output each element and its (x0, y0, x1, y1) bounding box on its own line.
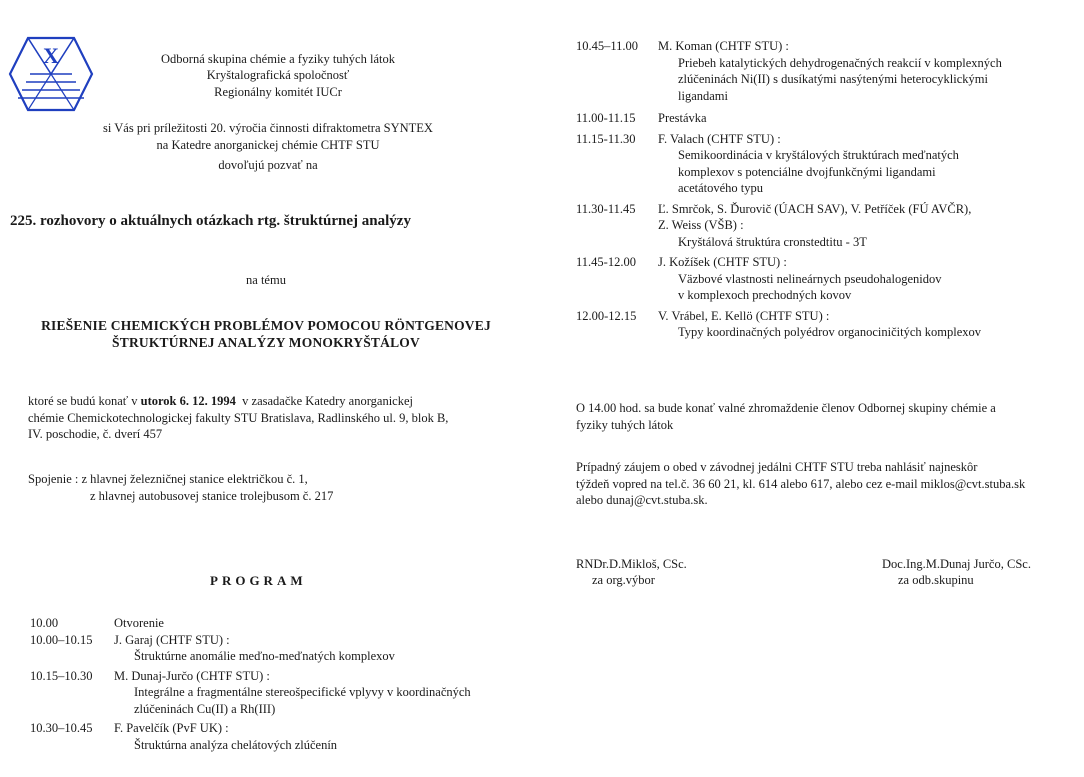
venue-info (28, 393, 518, 443)
signature-left (576, 556, 687, 589)
header-line: Kryštalografická spoločnosť (206, 68, 350, 83)
program-time: 12.00-12.15 (576, 308, 637, 323)
program-item (30, 720, 530, 753)
program-item (576, 131, 1076, 197)
venue-rest: v zasadačke Katedry anorganickej (235, 394, 414, 408)
program-time: 11.45-12.00 (576, 255, 636, 269)
program-item (30, 615, 530, 632)
program-speaker: F. Pavelčík (PvF UK) : (114, 721, 229, 735)
program-talk: v komplexoch prechodných kovov (678, 288, 852, 302)
program-left (30, 615, 530, 753)
iucr-logo (8, 36, 94, 112)
connection-line: Spojenie : z hlavnej železničnej stanice električkou č. 1, (28, 472, 308, 486)
invitation-text (8, 120, 528, 174)
logo-letter: X (43, 43, 59, 68)
meeting-note (576, 400, 1068, 433)
signature-role: za odb.skupinu (898, 573, 974, 588)
note-line: alebo dunaj@cvt.stuba.sk. (576, 493, 708, 507)
connection-info (28, 471, 518, 504)
invite-line: na Katedre anorganickej chémie CHTF STU (156, 137, 380, 152)
program-speaker: Prestávka (658, 111, 707, 125)
program-talk: ligandami (678, 88, 728, 103)
program-speaker: V. Vrábel, E. Kellö (CHTF STU) : (658, 308, 830, 323)
program-right (576, 38, 1076, 341)
program-talk: zlúčeninách Cu(II) a Rh(III) (134, 701, 276, 716)
header-line: Odborná skupina chémie a fyziky tuhých látok (161, 52, 395, 66)
program-item (576, 254, 1076, 304)
program-talk: Priebeh katalytických dehydrogenačných reakcií v komplexných (678, 55, 1002, 70)
program-item (576, 201, 1076, 251)
program-time: 10.00–10.15 (30, 632, 93, 647)
program-time: 10.45–11.00 (576, 39, 639, 53)
program-item (30, 632, 530, 665)
note-line: týždeň vopred na tel.č. 36 60 21, kl. 614 alebo 617, alebo cez e-mail miklos@cvt.stuba.sk (576, 476, 1026, 491)
event-date: utorok 6. 12. 1994 (140, 394, 236, 408)
program-speaker: Z. Weiss (VŠB) : (658, 218, 744, 232)
signature-right (882, 556, 1031, 589)
invite-line: si Vás pri príležitosti 20. výročia činnosti difraktometra SYNTEX (103, 121, 433, 135)
invite-line: dovoľujú pozvať na (218, 158, 318, 172)
program-talk: Semikoordinácia v kryštálových štruktúrach meďnatých (678, 148, 959, 162)
lunch-note (576, 459, 1068, 509)
program-time: 10.00 (30, 616, 59, 630)
signature-name: Doc.Ing.M.Dunaj Jurčo, CSc. (882, 557, 1031, 571)
program-speaker: J. Kožíšek (CHTF STU) : (658, 255, 787, 269)
program-speaker: M. Dunaj-Jurčo (CHTF STU) : (114, 668, 270, 683)
topic-intro: na tému (246, 273, 286, 287)
venue-line: chémie Chemickotechnologickej fakulty STU Bratislava, Radlinského ul. 9, blok B, (28, 410, 449, 425)
program-talk: zlúčeninách Ni(II) s dusíkatými nasýtenými heterocyklickými (678, 72, 988, 86)
program-speaker: M. Koman (CHTF STU) : (658, 39, 789, 53)
program-talk: Väzbové vlastnosti nelineárnych pseudohalogenidov (678, 271, 942, 286)
venue-prefix: ktoré se budú konať v (28, 394, 141, 408)
program-talk: Typy koordinačných polyédrov organociničitých komplexov (678, 325, 981, 339)
note-line: Prípadný záujem o obed v závodnej jedálni CHTF STU treba nahlásiť najneskôr (576, 460, 978, 474)
program-talk: Integrálne a fragmentálne stereošpecifické vplyvy v koordinačných (134, 685, 471, 699)
program-speaker: F. Valach (CHTF STU) : (658, 131, 781, 146)
program-talk: komplexov s potenciálne dvojfunkčnými ligandami (678, 164, 936, 179)
program-time: 11.00-11.15 (576, 111, 636, 125)
header-line: Regionálny komitét IUCr (214, 84, 342, 99)
program-talk: Štruktúrne anomálie meďno-meďnatých komplexov (134, 649, 395, 663)
program-talk: Štruktúrna analýza chelátových zlúčenín (134, 737, 338, 752)
connection-line: z hlavnej autobusovej stanice trolejbusom č. 217 (90, 488, 334, 503)
program-talk: acetátového typu (678, 181, 764, 195)
signature-role: za org.výbor (592, 573, 655, 588)
program-item (576, 110, 1076, 127)
event-title: 225. rozhovory o aktuálnych otázkach rtg. štruktúrnej analýzy (10, 213, 411, 229)
note-line: fyziky tuhých látok (576, 417, 674, 432)
program-item (30, 668, 530, 718)
organization-header (118, 51, 438, 100)
topic-line: RIEŠENIE CHEMICKÝCH PROBLÉMOV POMOCOU RÖNTGENOVEJ (41, 318, 491, 333)
program-time: 11.15-11.30 (576, 131, 636, 146)
program-speaker: J. Garaj (CHTF STU) : (114, 632, 230, 647)
program-speaker: Otvorenie (114, 616, 164, 630)
program-speaker: Ľ. Smrčok, S. Ďurovič (ÚACH SAV), V. Petříček (FÚ AVČR), (658, 201, 972, 216)
program-heading: PROGRAM (210, 573, 307, 588)
event-topic (10, 318, 522, 352)
program-item (576, 38, 1076, 104)
venue-line: IV. poschodie, č. dverí 457 (28, 427, 163, 441)
program-time: 10.30–10.45 (30, 721, 93, 735)
program-time: 10.15–10.30 (30, 668, 93, 683)
program-talk: Kryštálová štruktúra cronstedtitu - 3T (678, 234, 867, 249)
program-time: 11.30-11.45 (576, 201, 636, 216)
signature-name: RNDr.D.Mikloš, CSc. (576, 557, 687, 571)
note-line: O 14.00 hod. sa bude konať valné zhromaždenie členov Odbornej skupiny chémie a (576, 401, 996, 415)
program-item (576, 308, 1076, 341)
topic-line: ŠTRUKTÚRNEJ ANALÝZY MONOKRYŠTÁLOV (112, 334, 420, 350)
